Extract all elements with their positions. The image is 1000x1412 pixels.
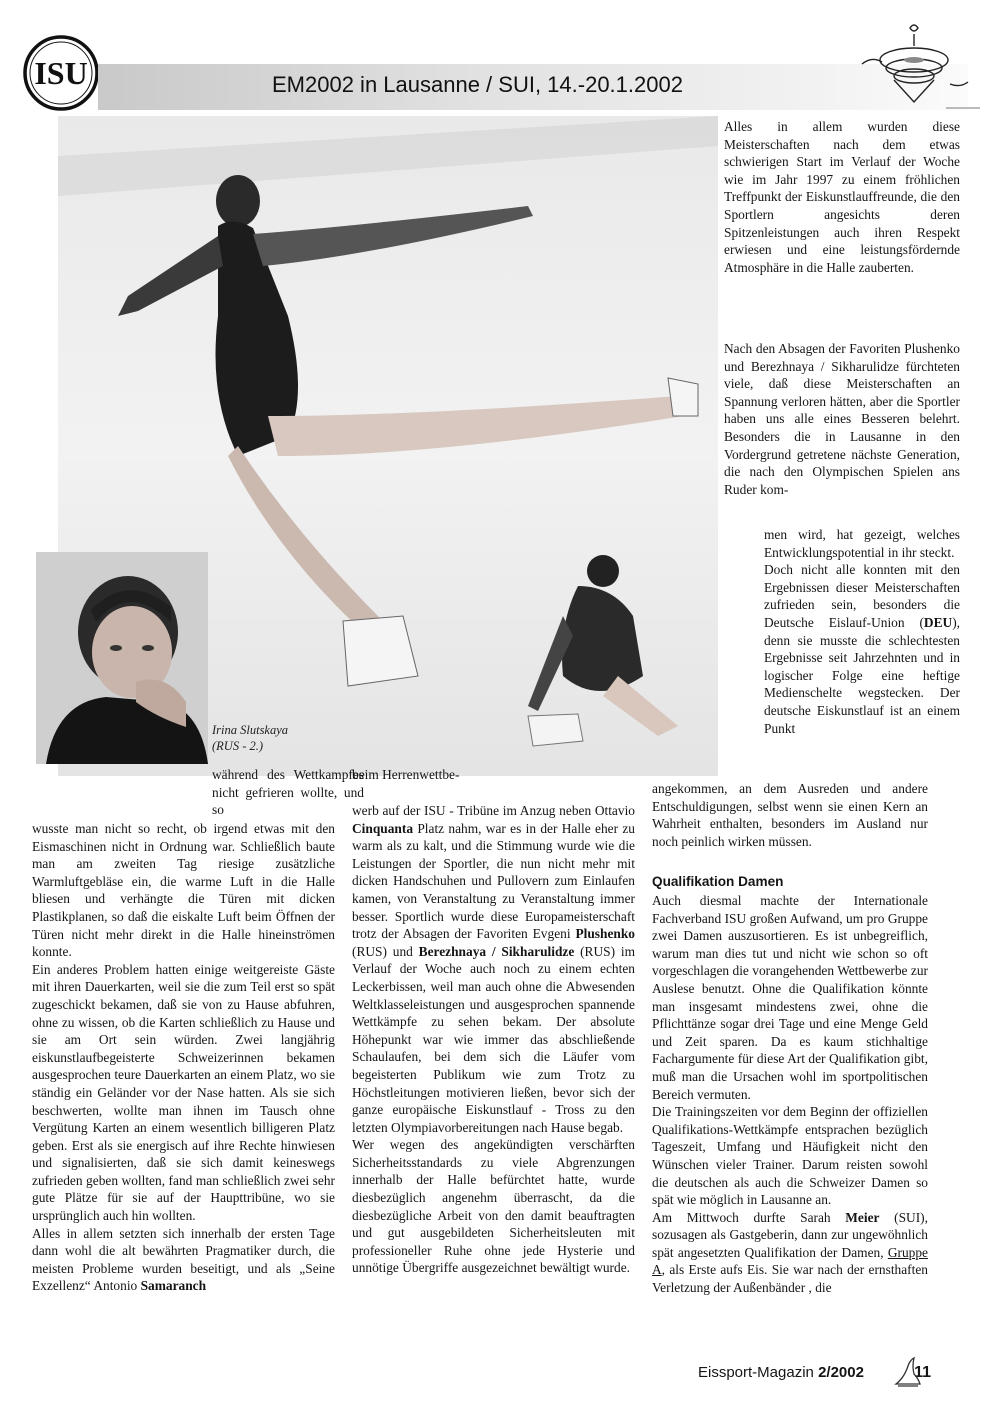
col4-p3-text-a: Am Mittwoch durfte Sarah xyxy=(652,1209,846,1225)
footer-magazine: Eissport-Magazin xyxy=(698,1364,814,1381)
section-heading: Qualifikation Damen xyxy=(652,874,784,889)
col4-paragraph-2: Die Trainingszeiten vor dem Beginn der offiziellen Qualifikations-Wettkämpfe entsprachen bezüglich Tageszeit, Umfang und Häufigkeit nicht den Wünschen vieler Trainer. Darum reisten sowohl die deutschen als auch die Schweizer Damen so spät wie möglich in Lausanne an. xyxy=(652,1104,928,1208)
col2-opening: beim Herrenwettbe- xyxy=(352,767,460,782)
col1-paragraph-2: Ein anderes Problem hatten einige weitgereiste Gäste mit ihren Dauerkarten, weil sie die zum Teil erst so spät zugeschickt bekamen, daß sie von zu Hause abfuhren, ohne zu wissen, ob die Karten schließlich zu Hause und sie am Ort sein würden. Zwei langjährig eiskunstlaufbegeisterte Schweizerinnen bekamen ausgesprochen teure Dauerkarten an einem Platz, wo sie ständig ein Geländer vor der Nase hatten. Als sie sich beschwerten, wollte man ihnen im Tausch ohne Vergütung Karten an einem wesentlich billigeren Platz geben. Erst als sie energisch auf ihre Rechte hinwiesen und signalisierten, daß sie sich damit keineswegs zufrieden geben wollten, fand man schließlich zwei sehr gute Plätze für sie auf der Haupttribüne, wo sie ursprünglich auch hin wollten. xyxy=(32,961,335,1224)
page-number: 11 xyxy=(914,1364,932,1381)
footer-issue: 2/2002 xyxy=(818,1364,864,1381)
col1-p3-bold: Samaranch xyxy=(140,1278,207,1294)
col4-p3-underlined: Gruppe A xyxy=(652,1244,928,1278)
col1-block xyxy=(32,820,335,1295)
col4-p3-bold: Meier xyxy=(845,1209,880,1225)
col4-p3-text-b: (SUI), sozusagen als Gastgeberin, dann zur ungewöhnlich spät angesetzten Qualifikation der Damen, xyxy=(652,1209,928,1260)
col3-p4-text-b: ), denn sie musste die schlechtesten Ergebnisse seit Jahrzehnten und in logischer Folge eine heftige Medienschelte wegstecken. Der deutsche Eiskunstlauf ist an einem Punkt xyxy=(764,614,960,736)
col2-p1-text-d: (RUS) im Verlauf der Woche auch noch zu einem echten Leckerbissen, weil man auch ohne die Abwesenden Weltklasseleistungen und ausgesprochen spannende Wettkämpfe zu sehen bekam. Der absolute Höhepunkt war wie immer das abschließende Schaulaufen, bei dem sich die Läufer vom begeisterten Publikum wie zum Trotz zu Höchstleitungen motivieren ließen, bevor sich der ganze europäische Eiskunstlauf - Tross zu den letzten Olympiavorbereitungen nach Hause begab. xyxy=(352,943,635,1135)
col3-paragraph-2: Nach den Absagen der Favoriten Plushenko und Berezhnaya / Sikharulidze fürchteten viele, daß diese Meisterschaften an Spannung verloren hätten, aber die Sportler haben uns alle eines Besseren belehrt. Besonders die in Lausanne in den Vordergrund getretene nächste Generation, die nach den Olympischen Spielen ans Ruder kom- xyxy=(724,341,960,497)
photo-caption xyxy=(212,722,288,754)
col2-paragraph-2: Wer wegen des angekündigten verschärften Sicherheitsstandards zu viele Abgrenzungen innerhalb der Halle befürchtet hatte, wurde diesbezüglich angenehm überrascht, da die diesbezügliche Arbeit von den damit beauftragten und gut ausgebildeten Sicherheitsleuten mit professioneller Ruhe ohne jede Hysterie und unnötige Übergriffe ausgezeichnet bewältigt wurde. xyxy=(352,1137,635,1276)
col3-paragraph-1: Alles in allem wurden diese Meisterschaften nach dem etwas schwierigen Start im Verlauf der Woche wie im Jahr 1997 zu einem fröhlichen Treffpunkt der Eiskunstlauffreunde, die den Sportlern angesichts deren Spitzenleistungen auch ihren Respekt erwiesen und eine leistungsfördernde Atmosphäre in die Halle zauberten. xyxy=(724,119,960,275)
col2-p1-bold-2: Plushenko xyxy=(575,926,635,942)
col2-p1-text-c: (RUS) und xyxy=(352,943,419,959)
col2-p1-text-a: werb auf der ISU - Tribüne im Anzug neben Ottavio xyxy=(352,803,635,818)
col2-p1-bold-3: Berezhnaya / Sikharulidze xyxy=(418,943,575,959)
bird-footer-icon xyxy=(892,1356,922,1388)
page-title: EM2002 in Lausanne / SUI, 14.-20.1.2002 xyxy=(272,72,683,97)
caption-name: Irina Slutskaya xyxy=(212,723,289,737)
caption-detail: (RUS - 2.) xyxy=(212,739,264,753)
spinning-top-decoration xyxy=(850,18,980,118)
col4-paragraph-1: Auch diesmal machte der Internationale Fachverband ISU großen Aufwand, um pro Gruppe zwei Damen auszusortieren. Es ist unbegreiflich, warum man dies tut und nicht wie schon so oft vorgeschlagen die vorangehenden Wettbewerbe zur Auslese benutzt. Ohne die Qualifikation könnte man insgesamt mindestens zwei, ohne die Pflichttänze sogar drei Tage und eine Menge Geld und Zeit sparen. Da es kaum stichhaltige Fachargumente für diese Art der Qualifikation gibt, muß man die Ursachen wohl im sportpolitischen Bereich vermuten. xyxy=(652,893,928,1102)
logo-text: ISU xyxy=(34,55,88,91)
col3-p4-text-a: Doch nicht alle konnten mit den Ergebnissen dieser Meisterschaften zufrieden sein, besonders die Deutsche Eislauf-Union ( xyxy=(764,562,960,630)
col2-p1-bold-1: Cinquanta xyxy=(352,820,414,836)
isu-logo xyxy=(22,34,100,112)
col3-paragraph-5: angekommen, an dem Ausreden und andere Entschuldigungen, selbst wenn sie einen Kern an Wahrheit enthalten, besonders im Ausland nur noch peinlich wirken müssen. xyxy=(652,781,928,849)
col3-paragraph-4 xyxy=(764,561,960,737)
col2-paragraph-1 xyxy=(352,802,635,1136)
col2-p1-text-b: Platz nahm, war es in der Halle eher zu warm als zu kalt, und die Stimmung wurde wie die Leistungen der Sportler, die nun nicht mehr mit dicken Handschuhen und Pullovern zum Einlaufen kamen, von Veranstaltung zu Veranstaltung immer besser. Sportlich wurde diese Europameisterschaft trotz der Absagen der Favoriten Evgeni xyxy=(352,820,635,942)
col4-paragraph-3 xyxy=(652,1209,928,1297)
col3-paragraph-3: men wird, hat gezeigt, welches Entwicklungspotential in ihr steckt. xyxy=(764,527,960,560)
col2-block xyxy=(352,802,635,1277)
col3-paragraph-3-block xyxy=(764,526,960,737)
inset-portrait-photo xyxy=(36,552,208,764)
col1-opening: während des Wettkampfes nicht gefrieren wollte, und so xyxy=(212,767,364,818)
col4-block xyxy=(652,892,928,1297)
col1-paragraph-3 xyxy=(32,1225,335,1295)
col3-p4-bold: DEU xyxy=(923,614,953,630)
col1-p3-text: Alles in allem setzten sich innerhalb der ersten Tage dann wohl die alt bewährten Pragmatiker durch, die meisten Probleme wurden beseitigt, und als „Seine Exzellenz“ Antonio xyxy=(32,1225,335,1294)
col1-paragraph-1: wusste man nicht so recht, ob irgend etwas mit den Eismaschinen nicht in Ordnung war. Schließlich baute man am zweiten Tag riesige zusätzliche Warmluftgebläse ein, die warme Luft in die Halle bliesen und verhängte die Türen mit dicken Plastikplanen, so daß die eiskalte Luft beim Öffnen der Türen nicht mehr direkt in die Halle hineinströmen konnte. xyxy=(32,821,335,960)
col4-p3-text-c: , als Erste aufs Eis. Sie war nach der ernsthaften Verletzung der Außenbänder , die xyxy=(652,1262,928,1296)
